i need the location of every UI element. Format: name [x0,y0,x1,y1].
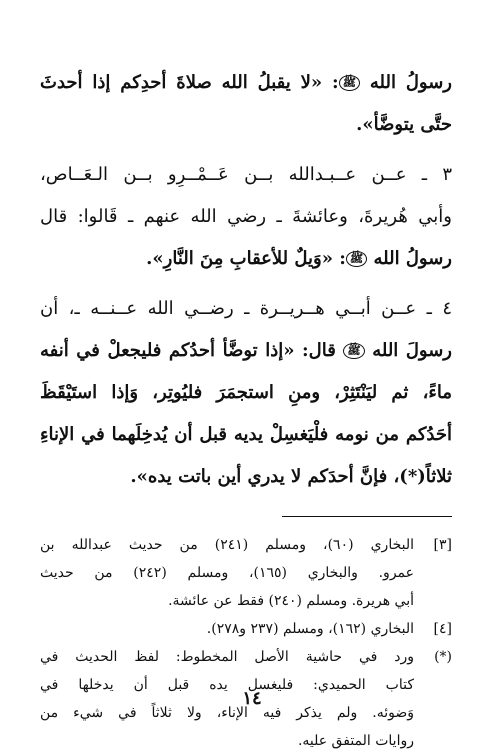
footnote-line [40,727,452,755]
hadith2-line-1 [40,62,452,104]
footnote-4 [40,615,452,643]
footnote-text: عمرو. والبخاري (١٦٥)، ومسلم (٢٤٢) من حديث [40,565,414,581]
footnote-marker: [٤] [433,621,452,637]
text-run: : «لا يقبلُ الله صلاةَ أحدِكم إذا أحدثَ [40,72,339,93]
salawat-icon: ﷺ [339,75,360,91]
footnote-line [40,643,452,671]
text-run: : «وَيلٌ للأعقابِ مِنَ النَّارِ». [146,248,346,269]
footnote-text: البخاري (١٦٢)، ومسلم (٢٣٧ و٢٧٨). [206,621,414,637]
hadith2-line-2: حتَّى يتوضَّأ». [356,114,452,135]
hadith3-line-1: ٣ ـ عــن عــبـدالله بــن عَــمْــرِو بــن الـعَــاص، [40,164,452,185]
footnote-marker: (*) [434,649,452,665]
hadith4-line-4: أحَدُكم من نومه فلْيَغسِلْ يديه قبل أن يُدخِلَهما في الإناءِ [40,424,452,445]
footnote-text: أبي هريرة. ومسلم (٢٤٠) فقط عن عائشة. [168,593,414,609]
footnote-text: وَضوئه. ولم يذكر فيه الإناء، ولا ثلاثاً في شيء من [40,705,414,721]
footnote-3 [40,531,452,615]
salawat-icon: ﷺ [343,343,364,359]
page-number: ١٤ [242,688,262,709]
footnote-divider [282,516,452,517]
footnote-line [40,587,452,615]
footnote-marker: [٣] [433,537,452,553]
hadith3-line-2: وأبي هُريرةَ، وعائشةَ ـ رضي الله عنهم ـ قَالوا: قال [40,206,452,227]
footnote-text: ورد في حاشية الأصل المخطوط: لفظ الحديث في [40,649,414,665]
footnote-line [40,559,452,587]
hadith3-line-3 [40,238,452,280]
footnote-line [40,531,452,559]
text-run: رسولَ الله [372,340,452,361]
footnote-text: روايات المتفق عليه. [297,733,414,749]
hadith4-line-5: ثلاثاً(*)، فإنَّ أحدَكم لا يدري أين باتت يده». [130,466,452,487]
hadith4-line-2 [40,330,452,372]
footnote-text: البخاري (٦٠)، ومسلم (٢٤١) من حديث عبدالله بن [40,537,415,553]
hadith4-line-3: ماءً، ثم ليَنْتَثِرْ، ومنِ استجمَرَ فليُوتِر، وَإذا استَيْقَظَ [40,382,452,403]
text-run: قال: «إذا توضَّأ أحدُكم فليجعلْ في أنفه [40,340,344,361]
text-run: رسولُ الله [369,72,452,93]
salawat-icon: ﷺ [346,251,367,267]
footnote-text: كتاب الحميدي: فليغسل يده قبل أن يدخلها في [40,677,414,693]
hadith4-line-1: ٤ ـ عــن أبــي هــريــرة ـ رضــي الله عــنــه ـ، أن [40,298,452,319]
footnote-line [40,615,452,643]
text-run: رسولُ الله [373,248,452,269]
